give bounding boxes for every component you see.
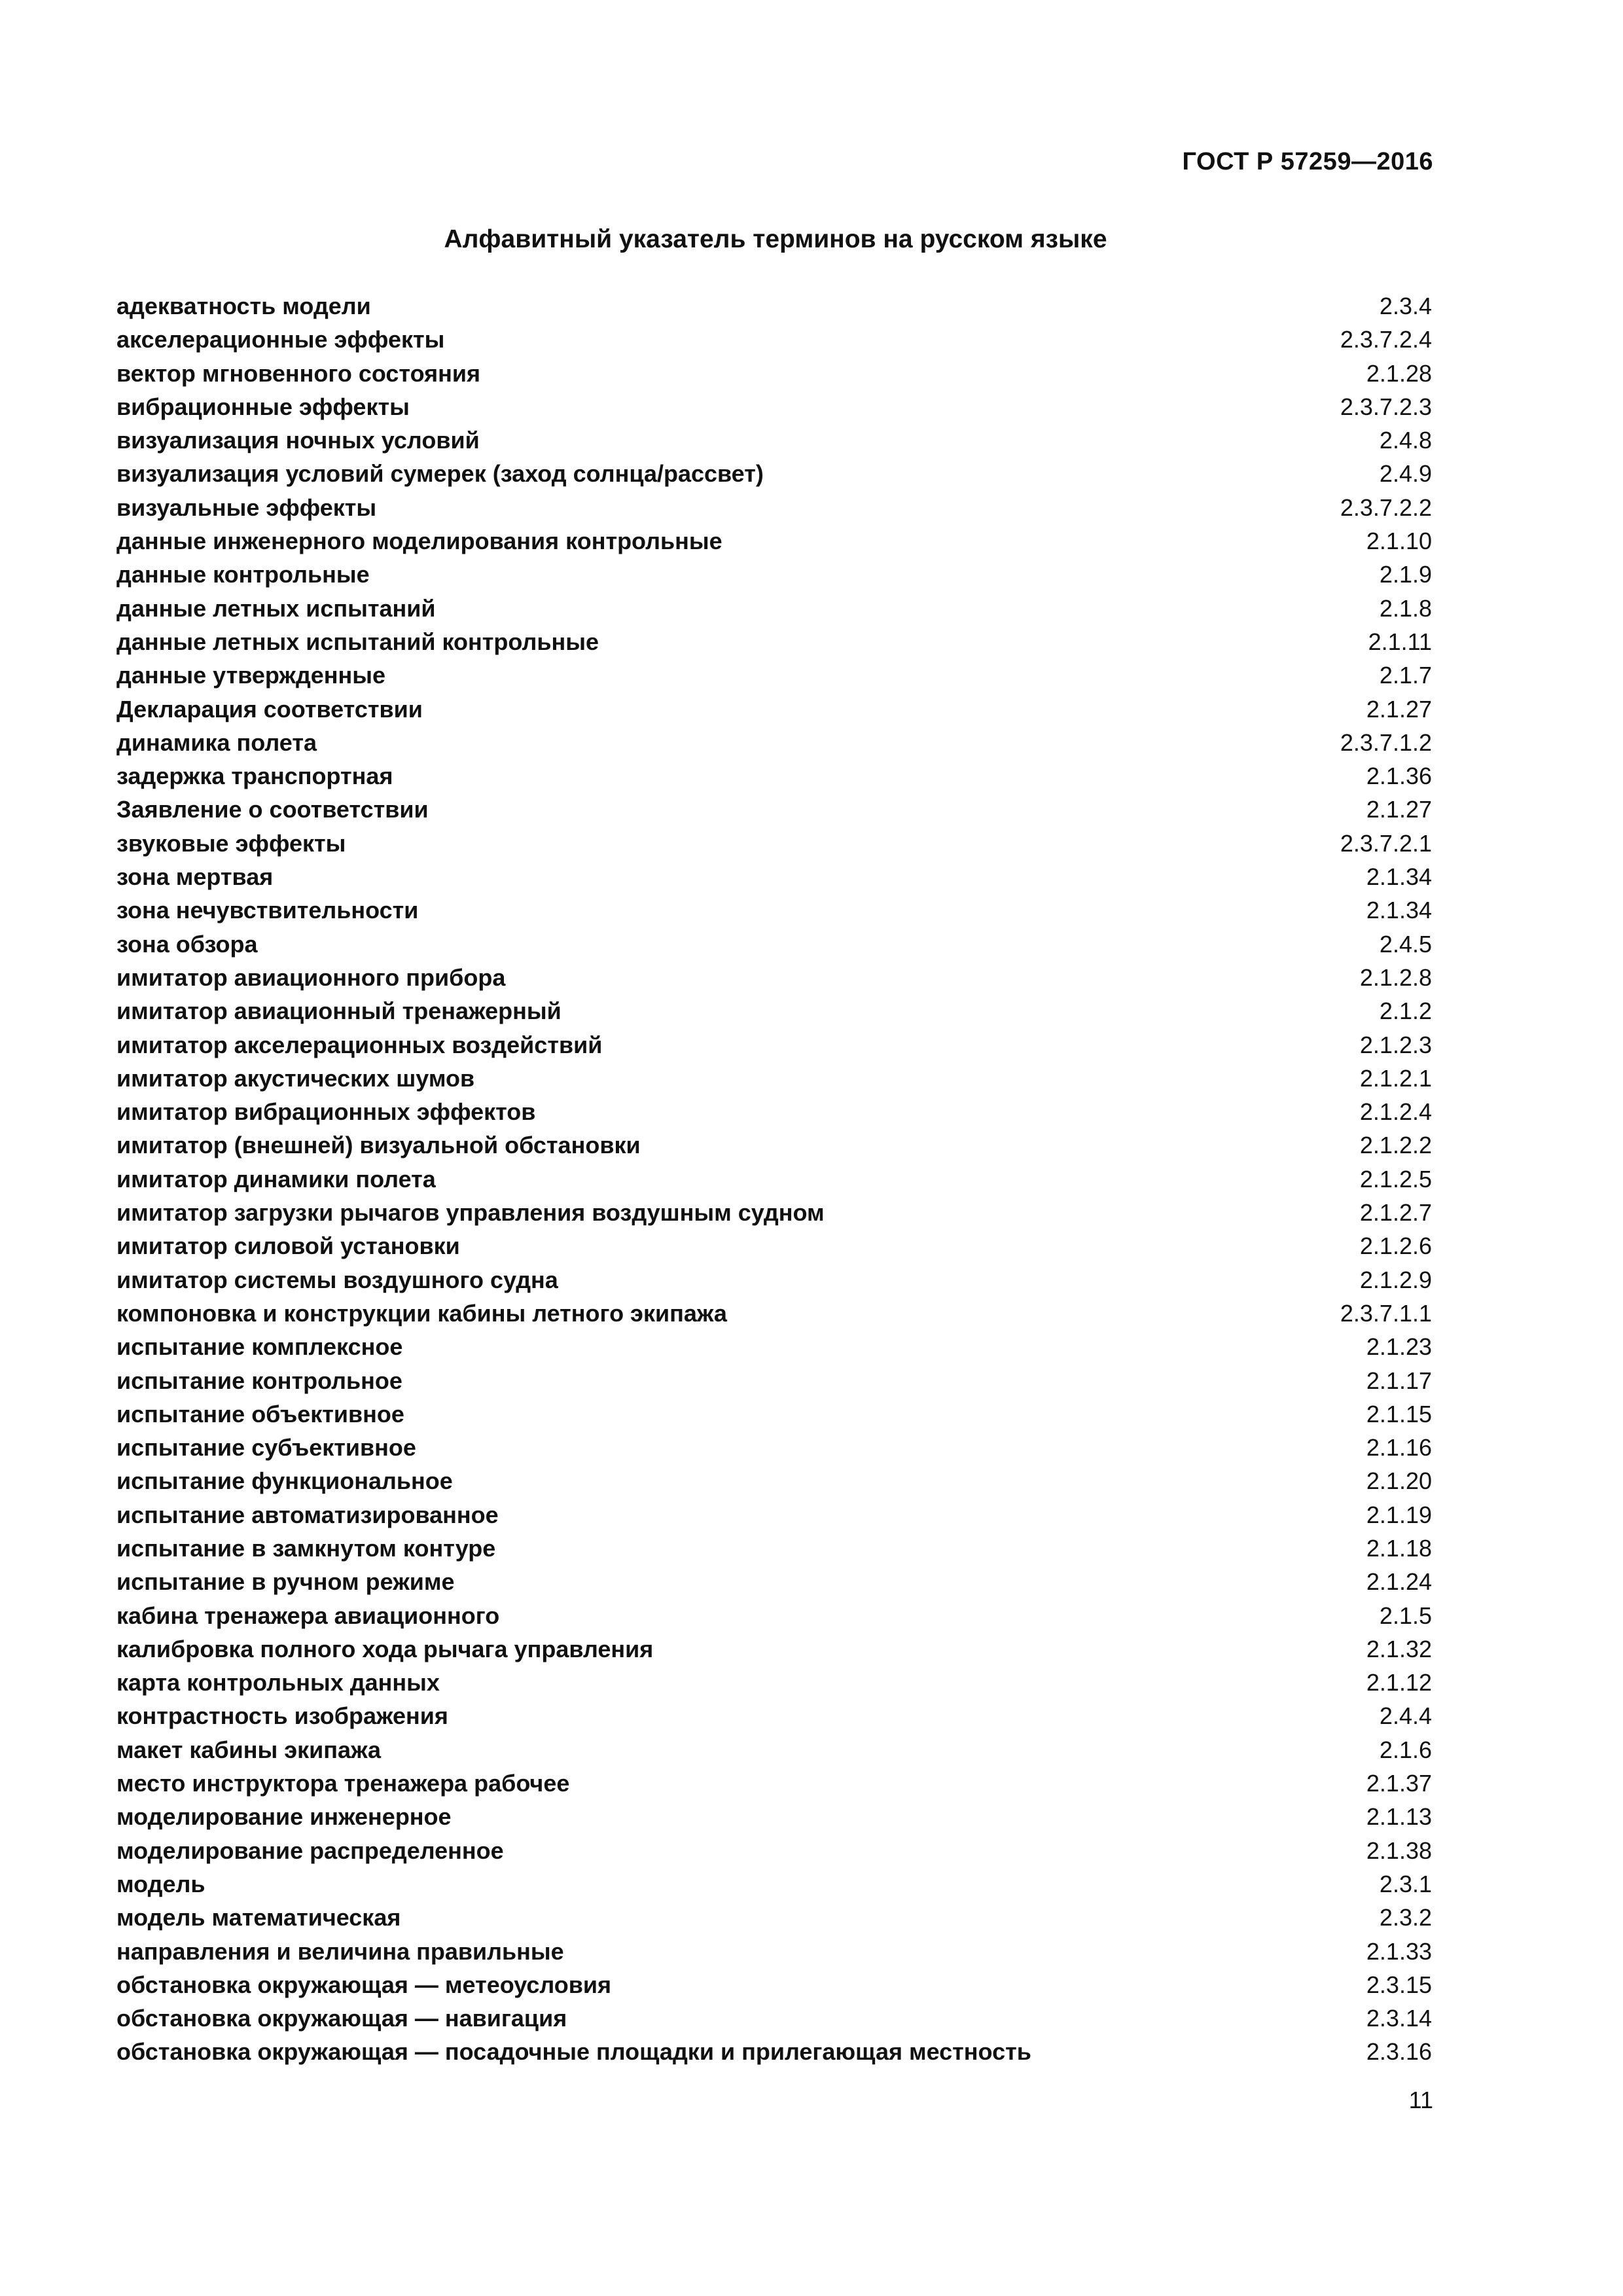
index-reference: 2.1.2.3: [1359, 1031, 1432, 1058]
index-entry: [116, 1196, 1432, 1229]
index-entry: [116, 1162, 1432, 1196]
index-term: имитатор силовой установки: [116, 1232, 460, 1260]
index-entry: [116, 1431, 1432, 1464]
index-reference: 2.4.5: [1379, 930, 1432, 958]
index-term: макет кабины экипажа: [116, 1736, 382, 1763]
index-reference: 2.3.1: [1379, 1870, 1432, 1897]
index-reference: 2.1.27: [1366, 695, 1432, 723]
index-entry: [116, 1095, 1432, 1128]
index-entry: [116, 1565, 1432, 1598]
index-reference: 2.3.14: [1366, 2005, 1432, 2032]
index-reference: 2.1.2.8: [1359, 963, 1432, 991]
index-term: карта контрольных данных: [116, 1669, 440, 1696]
index-entry: [116, 793, 1432, 826]
index-reference: 2.1.18: [1366, 1534, 1432, 1562]
index-reference: 2.3.4: [1379, 293, 1432, 319]
index-entry: [116, 1263, 1432, 1297]
index-entry: [116, 658, 1432, 692]
index-entry: [116, 1498, 1432, 1532]
index-reference: 2.1.2: [1379, 997, 1432, 1025]
index-reference: 2.1.27: [1366, 796, 1432, 823]
index-entry: [116, 1935, 1432, 1968]
index-entry: [116, 323, 1432, 356]
index-reference: 2.1.36: [1366, 762, 1432, 790]
index-reference: 2.1.34: [1366, 897, 1432, 924]
index-entry: [116, 1733, 1432, 1767]
index-term: задержка транспортная: [116, 762, 393, 790]
index-reference: 2.1.33: [1366, 1937, 1432, 1965]
index-term: имитатор авиационного прибора: [116, 963, 506, 991]
index-term: визуализация условий сумерек (заход солнца/рассвет): [116, 460, 764, 488]
index-reference: 2.1.11: [1368, 628, 1432, 655]
index-reference: 2.1.2.9: [1359, 1266, 1432, 1293]
index-term: акселерационные эффекты: [116, 326, 445, 353]
index-entry: [116, 2035, 1432, 2068]
index-term: испытание функциональное: [116, 1467, 453, 1495]
index-reference: 2.1.2.6: [1359, 1232, 1432, 1260]
index-entry: [116, 625, 1432, 658]
index-reference: 2.1.10: [1366, 528, 1432, 555]
index-term: имитатор загрузки рычагов управления воздушным судном: [116, 1199, 825, 1227]
index-entry: [116, 1867, 1432, 1901]
page-number: 11: [1408, 2087, 1433, 2113]
index-term: испытание в замкнутом контуре: [116, 1534, 496, 1562]
index-term: зона нечувствительности: [116, 897, 419, 924]
index-reference: 2.1.15: [1366, 1400, 1432, 1427]
index-term: испытание контрольное: [116, 1367, 402, 1394]
index-entry: [116, 1901, 1432, 1934]
index-entry: [116, 423, 1432, 457]
term-index-list: [116, 289, 1432, 2069]
index-entry: [116, 1364, 1432, 1397]
document-code: ГОСТ Р 57259—2016: [1182, 148, 1433, 175]
index-entry: [116, 961, 1432, 994]
index-reference: 2.1.8: [1379, 594, 1432, 622]
index-entry: [116, 1834, 1432, 1867]
index-entry: [116, 1229, 1432, 1263]
index-entry: [116, 1666, 1432, 1699]
index-term: визуализация ночных условий: [116, 427, 480, 454]
index-term: визуальные эффекты: [116, 493, 377, 521]
index-reference: 2.1.12: [1366, 1669, 1432, 1696]
index-reference: 2.1.13: [1366, 1803, 1432, 1831]
index-reference: 2.3.2: [1379, 1904, 1432, 1931]
index-reference: 2.1.37: [1366, 1770, 1432, 1797]
page-title: Алфавитный указатель терминов на русском языке: [444, 225, 1107, 253]
index-reference: 2.1.7: [1379, 662, 1432, 689]
index-entry: [116, 491, 1432, 524]
index-term: моделирование инженерное: [116, 1803, 452, 1831]
index-entry: [116, 1128, 1432, 1162]
index-reference: 2.1.34: [1366, 863, 1432, 891]
index-entry: [116, 592, 1432, 625]
index-entry: [116, 1532, 1432, 1565]
index-entry: [116, 390, 1432, 423]
index-term: имитатор (внешней) визуальной обстановки: [116, 1132, 641, 1159]
index-term: обстановка окружающая — навигация: [116, 2005, 567, 2032]
index-reference: 2.1.23: [1366, 1333, 1432, 1361]
index-term: моделирование распределенное: [116, 1837, 504, 1864]
index-term: имитатор динамики полета: [116, 1165, 436, 1193]
index-entry: [116, 759, 1432, 793]
index-entry: [116, 289, 1432, 323]
index-reference: 2.1.2.4: [1359, 1098, 1432, 1126]
index-entry: [116, 357, 1432, 390]
index-term: имитатор вибрационных эффектов: [116, 1098, 536, 1126]
index-entry: [116, 457, 1432, 490]
index-entry: [116, 860, 1432, 893]
index-reference: 2.4.4: [1379, 1702, 1432, 1730]
index-term: испытание субъективное: [116, 1434, 416, 1462]
index-reference: 2.1.2.1: [1359, 1064, 1432, 1092]
index-entry: [116, 1397, 1432, 1431]
index-reference: 2.1.24: [1366, 1568, 1432, 1596]
index-reference: 2.1.17: [1366, 1367, 1432, 1394]
index-term: адекватность модели: [116, 293, 371, 319]
index-term: модель: [116, 1870, 205, 1897]
index-term: испытание в ручном режиме: [116, 1568, 455, 1596]
index-entry: [116, 1699, 1432, 1732]
index-reference: 2.1.5: [1379, 1602, 1432, 1629]
index-reference: 2.1.38: [1366, 1837, 1432, 1864]
index-term: данные летных испытаний контрольные: [116, 628, 599, 655]
index-term: вектор мгновенного состояния: [116, 359, 480, 387]
index-term: имитатор системы воздушного судна: [116, 1266, 558, 1293]
index-term: направления и величина правильные: [116, 1937, 564, 1965]
index-reference: 2.1.6: [1379, 1736, 1432, 1763]
index-reference: 2.3.15: [1366, 1971, 1432, 1998]
index-entry: [116, 1800, 1432, 1833]
index-reference: 2.3.7.2.3: [1340, 393, 1432, 420]
index-entry: [116, 1767, 1432, 1800]
index-term: испытание объективное: [116, 1400, 404, 1427]
index-reference: 2.1.19: [1366, 1501, 1432, 1528]
index-reference: 2.1.20: [1366, 1467, 1432, 1495]
index-entry: [116, 1599, 1432, 1632]
index-term: вибрационные эффекты: [116, 393, 410, 420]
index-term: Заявление о соответствии: [116, 796, 429, 823]
index-entry: [116, 994, 1432, 1028]
index-reference: 2.3.7.1.1: [1340, 1299, 1432, 1327]
index-entry: [116, 927, 1432, 961]
index-entry: [116, 524, 1432, 558]
index-reference: 2.1.2.5: [1359, 1165, 1432, 1193]
index-term: звуковые эффекты: [116, 829, 346, 857]
index-term: модель математическая: [116, 1904, 401, 1931]
index-entry: [116, 1297, 1432, 1330]
index-term: контрастность изображения: [116, 1702, 448, 1730]
index-term: компоновка и конструкции кабины летного экипажа: [116, 1299, 727, 1327]
index-entry: [116, 2001, 1432, 2035]
index-entry: [116, 1968, 1432, 2001]
index-term: данные летных испытаний: [116, 594, 436, 622]
index-term: зона мертвая: [116, 863, 274, 891]
index-term: испытание автоматизированное: [116, 1501, 499, 1528]
index-term: данные утвержденные: [116, 662, 386, 689]
index-reference: 2.1.2.7: [1359, 1199, 1432, 1227]
index-entry: [116, 1062, 1432, 1095]
index-term: Декларация соответствии: [116, 695, 423, 723]
index-term: место инструктора тренажера рабочее: [116, 1770, 570, 1797]
index-term: данные инженерного моделирования контрольные: [116, 528, 722, 555]
index-term: имитатор акустических шумов: [116, 1064, 475, 1092]
index-term: имитатор акселерационных воздействий: [116, 1031, 603, 1058]
index-reference: 2.1.2.2: [1359, 1132, 1432, 1159]
index-entry: [116, 558, 1432, 591]
index-term: кабина тренажера авиационного: [116, 1602, 500, 1629]
index-reference: 2.1.32: [1366, 1635, 1432, 1662]
index-reference: 2.3.7.1.2: [1340, 728, 1432, 756]
index-term: зона обзора: [116, 930, 258, 958]
index-reference: 2.3.7.2.4: [1340, 326, 1432, 353]
index-entry: [116, 692, 1432, 726]
index-term: данные контрольные: [116, 561, 370, 588]
index-entry: [116, 1330, 1432, 1363]
index-reference: 2.4.8: [1379, 427, 1432, 454]
index-entry: [116, 827, 1432, 860]
index-term: обстановка окружающая — посадочные площадки и прилегающая местность: [116, 2038, 1031, 2066]
index-term: испытание комплексное: [116, 1333, 403, 1361]
index-reference: 2.1.28: [1366, 359, 1432, 387]
index-reference: 2.3.16: [1366, 2038, 1432, 2066]
index-reference: 2.4.9: [1379, 460, 1432, 488]
index-reference: 2.3.7.2.1: [1340, 829, 1432, 857]
index-term: динамика полета: [116, 728, 317, 756]
index-entry: [116, 1464, 1432, 1498]
index-entry: [116, 1028, 1432, 1062]
index-reference: 2.1.16: [1366, 1434, 1432, 1462]
index-reference: 2.3.7.2.2: [1340, 493, 1432, 521]
index-entry: [116, 1632, 1432, 1666]
index-term: имитатор авиационный тренажерный: [116, 997, 562, 1025]
index-entry: [116, 726, 1432, 759]
index-term: обстановка окружающая — метеоусловия: [116, 1971, 612, 1998]
index-reference: 2.1.9: [1379, 561, 1432, 588]
index-term: калибровка полного хода рычага управления: [116, 1635, 654, 1662]
index-entry: [116, 893, 1432, 927]
